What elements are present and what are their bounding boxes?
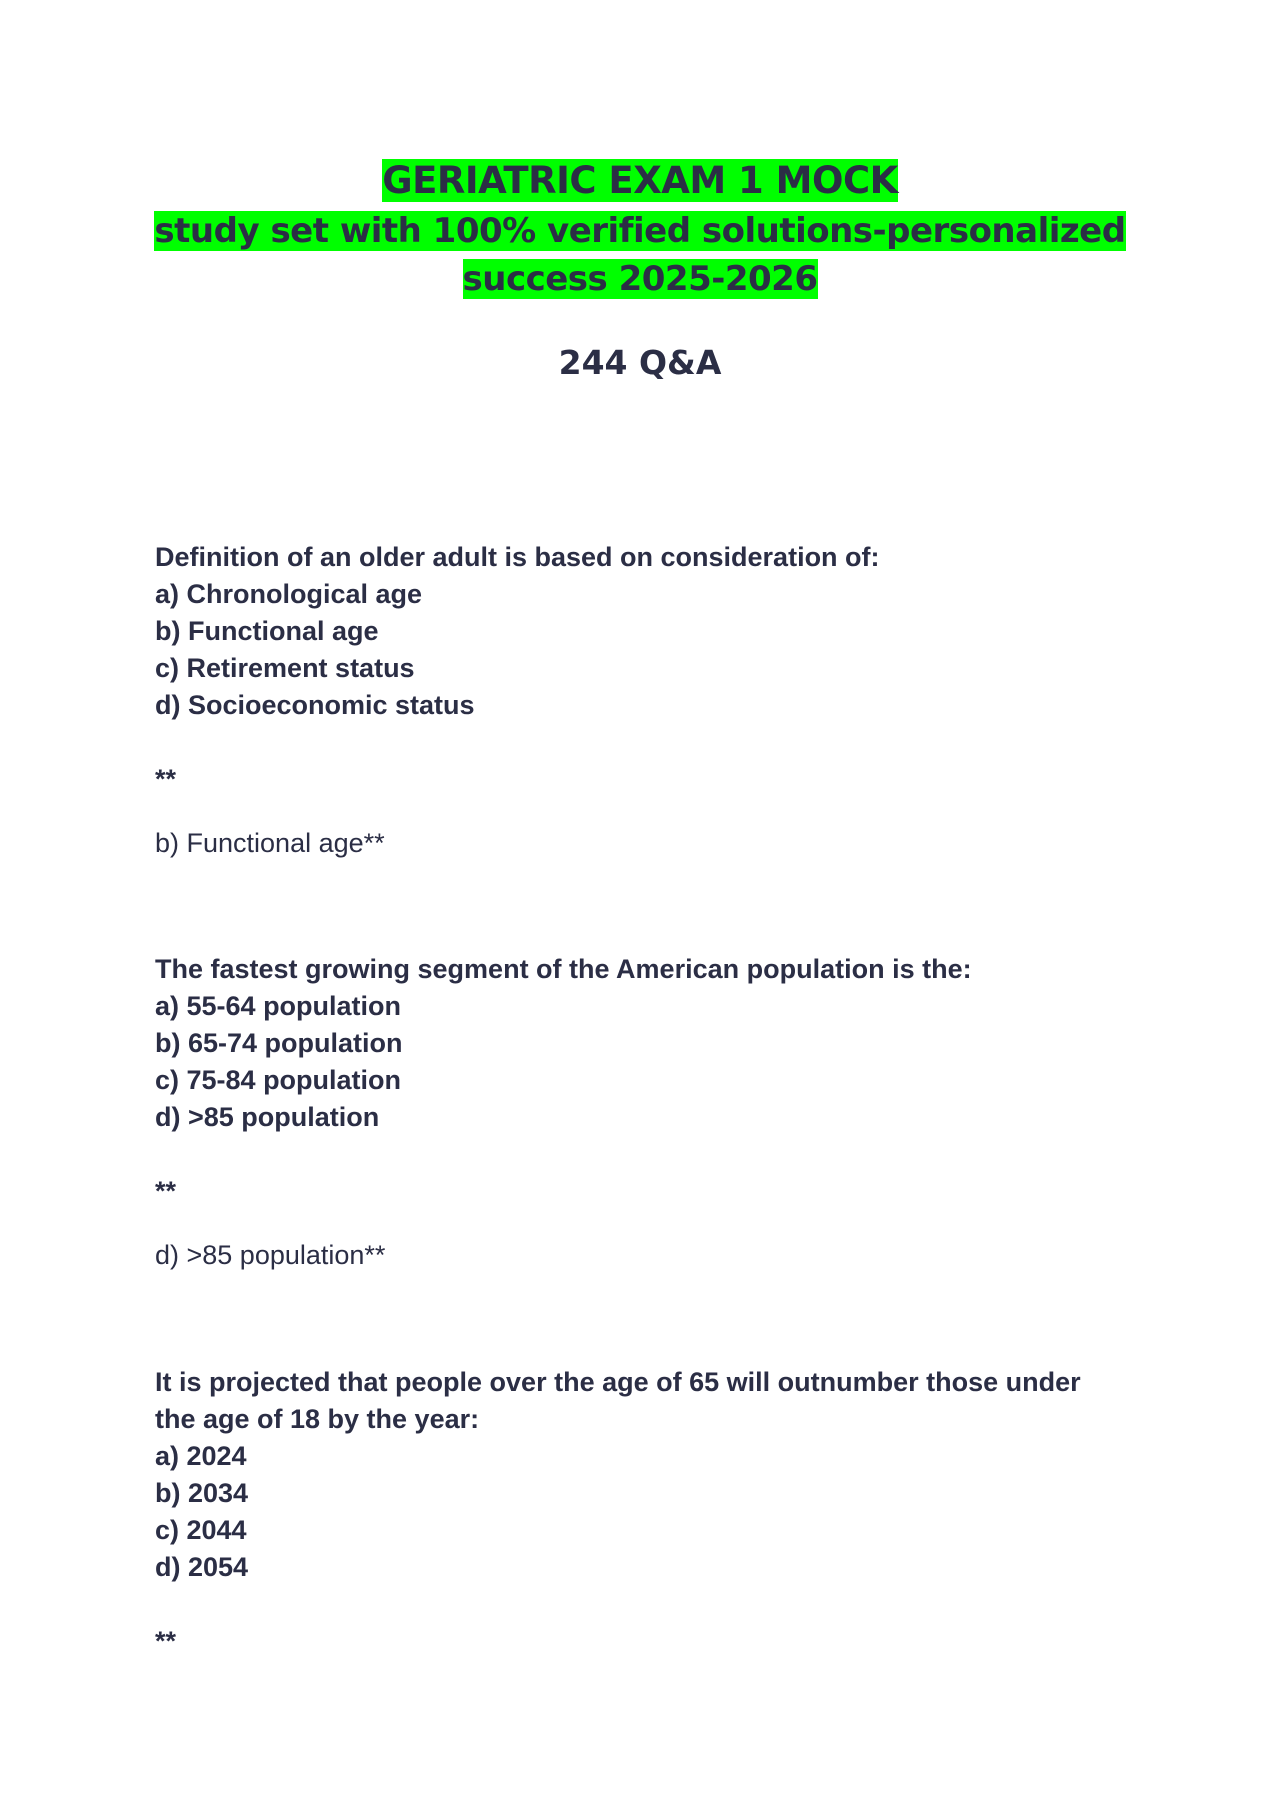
option-b: b) 65-74 population <box>155 1028 403 1058</box>
option-a: a) 2024 <box>155 1441 247 1471</box>
option-b: b) 2034 <box>155 1478 249 1508</box>
question-block-3 <box>155 1364 1130 1660</box>
option-a: a) Chronological age <box>155 579 423 609</box>
option-d: d) >85 population <box>155 1102 380 1132</box>
question-text-line-2: the age of 18 by the year: <box>155 1404 480 1434</box>
option-b: b) Functional age <box>155 616 379 646</box>
answer-separator: ** <box>155 1176 177 1206</box>
document-title <box>150 155 1130 303</box>
answer-separator: ** <box>155 1626 177 1656</box>
question-text: The fastest growing segment of the American population is the: <box>155 954 972 984</box>
qa-count: 244 Q&A <box>558 343 722 382</box>
question-text: Definition of an older adult is based on consideration of: <box>155 542 880 572</box>
answer-text: d) >85 population** <box>155 1240 386 1270</box>
option-a: a) 55-64 population <box>155 991 402 1021</box>
question-text-line-1: It is projected that people over the age of 65 will outnumber those under <box>155 1367 1081 1397</box>
question-block-1 <box>155 539 1130 862</box>
option-c: c) 75-84 population <box>155 1065 402 1095</box>
title-line-2b: success 2025-2026 <box>462 259 818 299</box>
option-d: d) 2054 <box>155 1552 249 1582</box>
option-c: c) 2044 <box>155 1515 247 1545</box>
option-c: c) Retirement status <box>155 653 415 683</box>
option-d: d) Socioeconomic status <box>155 690 475 720</box>
title-line-1: GERIATRIC EXAM 1 MOCK <box>382 159 898 202</box>
answer-text: b) Functional age** <box>155 828 385 858</box>
question-block-2 <box>155 951 1130 1274</box>
title-line-2a: study set with 100% verified solutions-personalized <box>154 211 1126 251</box>
answer-separator: ** <box>155 764 177 794</box>
